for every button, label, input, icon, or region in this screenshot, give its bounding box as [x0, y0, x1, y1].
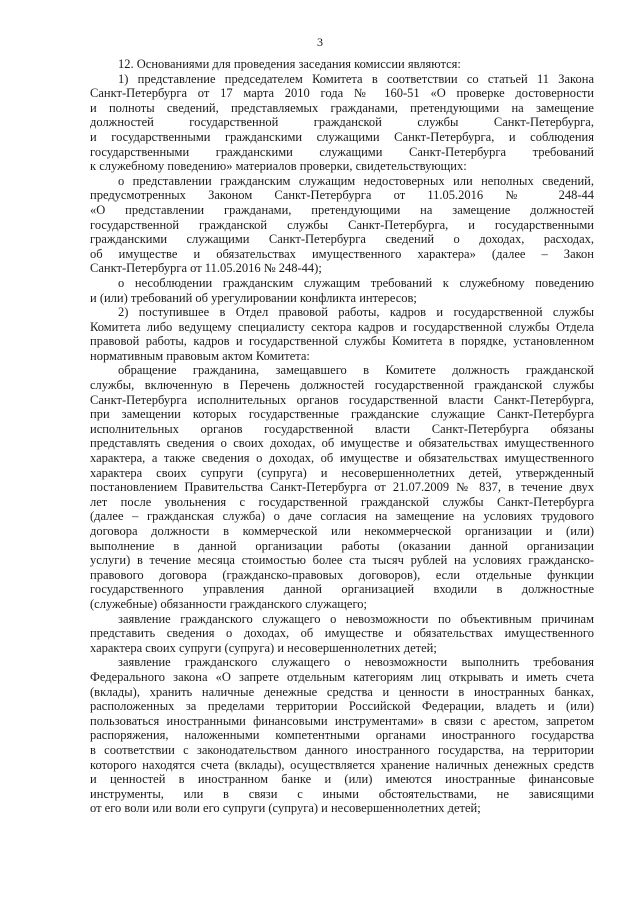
- text-line: (вклады), хранить наличные денежные средства и ценности в иностранных банках,: [90, 684, 594, 699]
- text-line: правового договора (гражданско-правовых договоров), если отдельные функции: [90, 567, 594, 582]
- page-number: 3: [317, 35, 323, 49]
- text-line: к служебному поведению» материалов проверки, свидетельствующих:: [90, 159, 467, 174]
- text-line: которого находятся счета (вклады), осуществляется хранение наличных денежных средств: [90, 757, 594, 772]
- text-line: пользоваться иностранными финансовыми инструментами» в связи с арестом, запретом: [90, 713, 594, 728]
- text-line: о представлении гражданским служащим недостоверных или неполных сведений,: [118, 173, 594, 188]
- text-line: характера, а также сведения о доходах, об имуществе и обязательствах имущественного: [90, 451, 594, 466]
- text-line: характера своих супруги (супруга) и несовершеннолетних детей, утвержденный: [90, 465, 594, 480]
- text-line: Федерального закона «О запрете отдельным категориям лиц открывать и иметь счета: [90, 669, 594, 684]
- text-line: государственными гражданскими служащими Санкт-Петербурга требований: [90, 144, 594, 159]
- text-line: Санкт-Петербурга от 17 марта 2010 года № 160-51 «О проверке достоверности: [90, 86, 594, 101]
- document-body: [90, 57, 594, 816]
- text-line: договора должности в коммерческой или некоммерческой организации и (или): [90, 524, 594, 538]
- text-line: распоряжения, наложенными компетентными органами иностранного государства: [90, 728, 594, 743]
- text-line: услуги) в течение месяца стоимостью более ста тысяч рублей на условиях гражданско-: [90, 553, 594, 568]
- text-line: службы, включенную в Перечень должностей государственной гражданской службы: [90, 378, 594, 393]
- text-line: 2) поступившее в Отдел правовой работы, кадров и государственной службы: [118, 305, 594, 320]
- text-line: и (или) требований об урегулировании конфликта интересов;: [90, 290, 417, 305]
- text-line: постановлением Правительства Санкт-Петербурга от 21.07.2009 № 837, в течение двух: [90, 480, 594, 495]
- text-line: (далее – гражданская служба) о даче согласия на замещение на условиях трудового: [90, 509, 594, 524]
- text-line: от его воли или воли его супруги (супруга) и несовершеннолетних детей;: [90, 801, 481, 816]
- text-line: «О представлении гражданами, претендующими на замещение должностей: [90, 202, 594, 217]
- text-line: лет после увольнения с государственной гражданской службы Санкт-Петербурга: [90, 494, 594, 509]
- text-line: Комитета либо ведущему специалисту сектора кадров и государственной службы Отдела: [90, 319, 594, 334]
- text-line: нормативным правовым актом Комитета:: [90, 348, 310, 363]
- text-line: 12. Основаниями для проведения заседания комиссии являются:: [118, 57, 461, 71]
- text-line: представить сведения о доходах, об имуществе и обязательствах имущественного: [90, 626, 594, 641]
- text-line: 1) представление председателем Комитета в соответствии со статьей 11 Закона: [118, 71, 594, 86]
- text-line: предусмотренных Законом Санкт-Петербурга от 11.05.2016 № 248-44: [90, 188, 594, 203]
- text-line: и ценностей в иностранном банке и (или) имеются иностранные финансовые: [90, 772, 594, 787]
- text-line: и полноты сведений, представляемых гражданами, претендующими на замещение: [90, 100, 594, 115]
- text-line: Санкт-Петербурга исполнительных органов государственной власти Санкт-Петербурга,: [90, 392, 594, 407]
- text-line: заявление гражданского служащего о невозможности по объективным причинам: [118, 611, 594, 626]
- text-line: и государственными гражданскими служащими Санкт-Петербурга, и соблюдения: [90, 129, 594, 144]
- text-line: государственной гражданской службы Санкт-Петербурга, и государственными: [90, 217, 594, 232]
- text-line: о несоблюдении гражданским служащим требований к служебному поведению: [118, 275, 594, 290]
- text-line: характера своих супруги (супруга) и несовершеннолетних детей;: [90, 640, 437, 655]
- text-line: правовой работы, кадров и государственной службы Комитета в порядке, установленном: [90, 334, 594, 349]
- text-line: инструменты, или в связи с иными обстоятельствами, не зависящими: [90, 786, 594, 801]
- text-line: об имуществе и обязательствах имущественного характера» (далее – Закон: [90, 246, 594, 261]
- text-line: государственного управления данной организацией входили в должностные: [90, 582, 594, 597]
- text-line: обращение гражданина, замещавшего в Комитете должность гражданской: [118, 363, 594, 378]
- text-line: гражданскими служащими Санкт-Петербурга сведений о доходах, расходах,: [90, 232, 594, 247]
- text-line: (служебные) обязанности гражданского служащего;: [90, 596, 367, 611]
- text-line: должностей государственной гражданской службы Санкт-Петербурга,: [90, 115, 594, 130]
- text-line: Санкт-Петербурга от 11.05.2016 № 248-44);: [90, 261, 322, 276]
- text-line: представлять сведения о своих доходах, об имуществе и обязательствах имущественного: [90, 436, 594, 451]
- text-line: в соответствии с законодательством данного иностранного государства, на территории: [90, 742, 594, 757]
- text-line: при замещении которых государственные гражданские служащие Санкт-Петербурга: [90, 407, 594, 422]
- text-line: исполнительных органов государственной власти Санкт-Петербурга обязаны: [90, 421, 594, 436]
- text-line: заявление гражданского служащего о невозможности выполнить требования: [118, 655, 594, 670]
- text-line: выполнение в данной организации работы (оказании данной организации: [90, 538, 594, 553]
- text-line: расположенных за пределами территории Российской Федерации, владеть и (или): [90, 699, 594, 714]
